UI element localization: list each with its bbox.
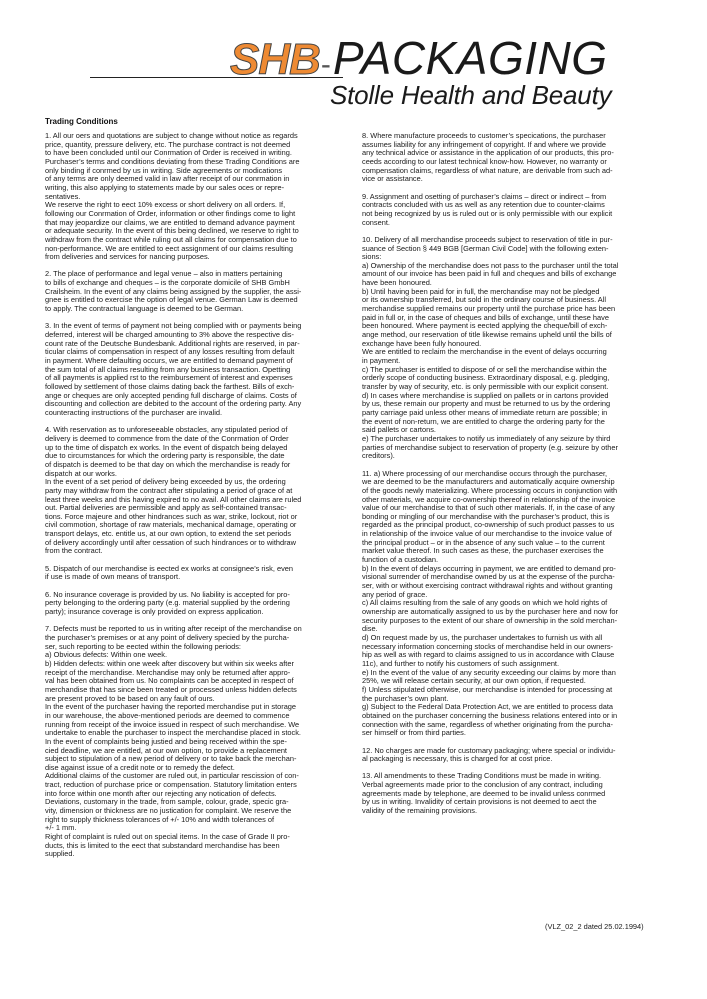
left-column [45,132,355,868]
clause-10: 10. Delivery of all merchandise proceeds subject to reservation of title in pur- suance of Section § 449 BGB [German Civil Code] with the following exten- sions: a) Ownership of the merchandise does not pass to the purchaser until the total amount of our invoice has been paid in full and cheques and bills of exchange have been honoured. b) Until having been paid for in full, the merchandise may not be pledged or its ownership transferred, but sold in the ordinary course of business. All merchandise supplied remains our property until the purchase price has been paid in full or, in the case of cheques and bills of exchange, until these have been honoured. Where payment is eected applying the cheque/bill of exch- ange method, our reservation of title likewise remains upheld until the bills of exchange have been fully honoured. We are entitled to reclaim the merchandise in the event of delays occurring in payment. c) The purchaser is entitled to dispose of or sell the merchandise within the orderly scope of conducting business. Extraordinary disposal, e.g. pledging, transfer by way of security, etc. is only permissible with our explicit consent. d) In cases where merchandise is supplied on pallets or in cartons provided by us, these remain our property and must be returned to us by the ordering party carriage paid unless other means of immediate return are possible; in the event of non-return, we are entitled to charge the ordering party for the said pallets or cartons. e) The purchaser undertakes to notify us immediately of any seizure by third parties of merchandise subject to reservation of property (e.g. seizure by other creditors). [362,234,619,461]
logo-dash: - [320,48,331,81]
document-title: Trading Conditions [45,117,118,126]
document-reference: (VLZ_02_2 dated 25.02.1994) [545,922,644,931]
right-column [362,132,672,824]
clause-9: 9. Assignment and osetting of purchaser’s claims – direct or indirect – from contracts concluded with us as well as any retention due to counter-claims not being recognized by us is ruled out or is only permissible with our explicit consent. [362,191,613,227]
clause-11: 11. a) Where processing of our merchandise occurs through the purchaser, we are deemed to be the manufacturers and automatically acquire ownership of the goods newly materializing. Where processing occurs in conjunction with other materials, we acquire co-ownership thereof in relationship of the invoice value of our merchandise to that of such other materials. If, in the case of any bonding or mingling of our merchandise with the purchaser’s product, this is regarded as the principal product, co-ownership of such product passes to us in relationship of the invoice value of our merchandise to the invoice value of the principal product – or in the absence of any such value – to the current market value thereof. In such cases as these, the purchaser exercises the function of a custodian. b) In the event of delays occurring in payment, we are entitled to demand pro- visional surrender of merchandise owned by us at the expense of the purcha- ser, with or without exercising contract withdrawal rights and without granting any period of grace. c) All claims resulting from the sale of any goods on which we hold rights of ownership are automatically assigned to us by the purchaser here and now for security purposes to the extent of our share of ownership in the sold merchan- dise. d) On request made by us, the purchaser undertakes to furnish us with all necessary information concerning stocks of merchandise held in our owners- hip as well as with regard to claims assigned to us in accordance with Clause 11c), and further to notify his customers of such assignment. e) In the event of the value of any security exceeding our claims by more than 25%, we will release certain security, at our own option, if requested. f) Unless stipulated otherwise, our merchandise is intended for processing at the purchaser’s own plant. g) Subject to the Federal Data Protection Act, we are entitled to process data obtained on the purchaser concerning the business relations entered into or in connection with the same, regardless of whether originating from the purcha- ser himself or from third parties. [362,468,618,738]
clause-13: 13. All amendments to these Trading Conditions must be made in writing. Verbal agreements made prior to the conclusion of any contract, including agreements made by telephone, are deemed to be invalid unless conrmed by us in writing. Invalidity of certain provisions is not deemed to aect the validity of the remaining provisions. [362,771,606,816]
clause-12: 12. No charges are made for customary packaging; where special or individu- al packaging is necessary, this is charged for at cost price. [362,745,616,764]
company-logo [230,32,608,84]
company-tagline: Stolle Health and Beauty [330,80,612,110]
clause-7: 7. Defects must be reported to us in writing after receipt of the merchandise on the purchaser’s premises or at any point of delivery specied by the purcha- ser, such reporting to be eected within the following periods: a) Obvious defects: Within one week. b) Hidden defects: within one week after discovery but within six weeks after receipt of the merchandise. Merchandise may only be returned after appro- val has been obtained from us. No complaints can be accepted in respect of merchandise that has since been treated or processed unless hidden defects are present proved to be based on any fault of ours. In the event of the purchaser having the reported merchandise put in storage in our warehouse, the above-mentioned periods are deemed to commence running from receipt of the invoice issued in respect of such merchandise. We undertake to enable the purchaser to inspect the merchandise placed in stock. In the event of complaints being justied and being received within the spe- cied deadline, we are entitled, at our own option, to provide a replacement subject to stipulation of a new period of delivery or to take back the merchan- dise against issue of a credit note or to remedy the defect. Additional claims of the customer are ruled out, in particular rescission of con- tract, reduction of purchase price or compensation. Statutory limitation enters into force within one month after our rejecting any notication of defects. Deviations, customary in the trade, from sample, colour, grade, specic gra- vity, dimension or thickness are no justication for complaint. We reserve the right to supply thickness tolerances of +/- 10% and width tolerances of +/- 1 mm. Right of complaint is ruled out on special items. In the case of Grade II pro- ducts, this is limited to the eect that substandard merchandise has been supplied. [45,624,302,859]
clause-1: 1. All our oers and quotations are subject to change without notice as regards price, quantity, pressure delivery, etc. The purchase contract is not deemed to have been concluded until our Conrmation of Order is received in writing. Purchaser’s terms and conditions deviating from these Trading Conditions are only binding if conrmed by us in writing. Side agreements or modications of any terms are only deemed valid in law after receipt of our conrmation in writing, this also applying to statements made by our sales oces or repre- sentatives. We reserve the right to eect 10% excess or short delivery on all orders. If, following our Conrmation of Order, information or other findings come to light that may jeopardize our claims, we are entitled to demand advance payment or adequate security. In the event of this being declined, we reserve to right to withdraw from the contract while ruling out all claims for compensation due to non-performance. We are entitled to eect assignment of our claims resulting from deliveries and services for nancing purposes. [45,131,300,262]
clause-4: 4. With reservation as to unforeseeable obstacles, any stipulated period of delivery is deemed to commence from the date of the Conrmation of Order up to the time of dispatch ex works. In the event of dispatch being delayed due to circumstances for which the ordering party is responsible, the date of dispatch is deemed to be that day on which the merchandise is ready for dispatch at our works. In the event of a set period of delivery being exceeded by us, the ordering party may withdraw from the contract after stipulating a period of grace of at least three weeks and this having expired to no avail. All other claims are ruled out. Partial deliveries are permissible and apply as self-contained transac- tions. Force majeure and other hindrances such as war, strike, lockout, riot or civil commotion, shortage of raw materials, mechanical damage, operating or transport delays, etc. entitle us, at our own option, to extend the set periods of delivery accordingly until after cessation of such hindrances or to withdraw from the contract. [45,425,302,556]
letterhead [0,0,707,115]
logo-packaging-wordmark: PACKAGING [332,32,608,84]
clause-8: 8. Where manufacture proceeds to customer’s specications, the purchaser assumes liability for any infringement of copyright. If and where we provide any technical advice or assistance in the application of our products, this pro- ceeds according to our latest technical know-how. However, no warranty or compensation claims, regardless of what nature, are derivable from such ad- vice or assistance. [362,131,614,184]
clause-6: 6. No insurance coverage is provided by us. No liability is accepted for pro- perty belonging to the ordering party (e.g. material supplied by the ordering party); insurance coverage is only provided on express application. [45,589,290,617]
clause-5: 5. Dispatch of our merchandise is eected ex works at consignee’s risk, even if use is made of own means of transport. [45,563,293,582]
clause-2: 2. The place of performance and legal venue – also in matters pertaining to bills of exchange and cheques – is the corporate domicile of SHB GmbH Crailsheim. In the event of any claims being assigned by the supplier, the assi- gnee is entitled to exercise the option of legal venue. German Law is deemed to apply. The contractual language is deemed to be German. [45,269,302,314]
logo-shb-mark: SHB [230,35,320,84]
clause-3: 3. In the event of terms of payment not being complied with or payments being deferred, interest will be charged amounting to 3% above the respective dis- count rate of the Deutsche Bundesbank. Additional rights are reserved, in par- ticular claims of compensation in respect of any losses resulting from default in payment. Where defaulting occurs, we are entitled to demand payment of the sum total of all claims resulting from any business transaction. Opetting of all payments is applied rst to the reimbursement of interest and expenses followed by settlement of those claims dating back the farthest. Bills of exch- ange or cheques are only accepted pending full discharge of claims. Costs of discounting and collection are debited to the account of the ordering party. Any counteracting instructions of the purchaser are invalid. [45,321,302,417]
